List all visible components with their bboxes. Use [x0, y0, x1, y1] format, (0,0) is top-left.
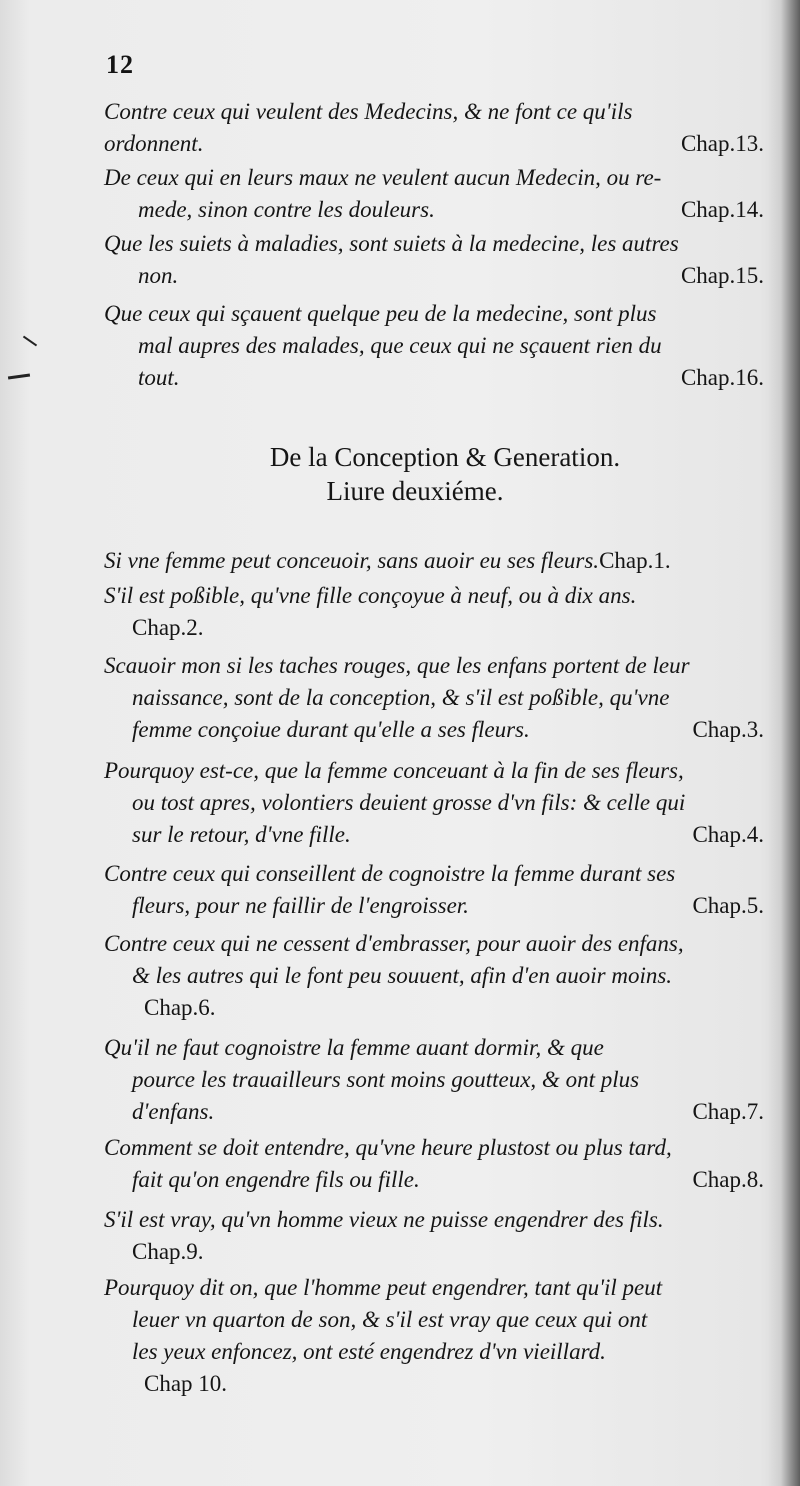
entry-line: leuer vn quarton de son, & s'il est vray que ceux qui ont: [132, 1307, 648, 1332]
entry-line: Que ceux qui sçauent quelque peu de la medecine, sont plus: [104, 301, 657, 326]
entry-line: sur le retour, d'vne fille.: [132, 822, 351, 847]
toc-entry: [104, 580, 764, 644]
chapter-ref: Chap.13.: [680, 131, 764, 156]
entry-line: De ceux qui en leurs maux ne veulent aucun Medecin, ou re-: [104, 165, 662, 190]
toc-entry: [104, 545, 764, 577]
entry-line: Contre ceux qui conseillent de cognoistre la femme durant ses: [104, 861, 676, 886]
toc-entry: [104, 1032, 764, 1128]
entry-line: mede, sinon contre les douleurs.: [138, 197, 435, 222]
entry-line: Pourquoy dit on, que l'homme peut engendrer, tant qu'il peut: [104, 1275, 663, 1300]
entry-line: ou tost apres, volontiers deuient grosse d'vn fils: & celle qui: [132, 790, 686, 815]
section-title: De la Conception & Generation.: [269, 442, 621, 472]
entry-line: S'il est vray, qu'vn homme vieux ne puisse engendrer des fils.: [104, 1207, 664, 1232]
entry-line: fleurs, pour ne faillir de l'engroisser.: [132, 893, 469, 918]
margin-mark: [8, 373, 30, 379]
toc-entry: [104, 755, 764, 851]
chapter-ref: Chap.7.: [692, 1099, 764, 1124]
entry-line: fait qu'on engendre fils ou fille.: [132, 1167, 420, 1192]
toc-entry: [104, 162, 764, 226]
entry-line: Qu'il ne faut cognoistre la femme auant dormir, & que: [104, 1035, 604, 1060]
chapter-ref: Chap.6.: [144, 995, 216, 1020]
chapter-ref: Chap.15.: [680, 263, 764, 288]
toc-entry: [104, 928, 764, 1024]
toc-entry: [104, 228, 764, 292]
entry-line: les yeux enfoncez, ont esté engendrez d'vn vieillard.: [132, 1339, 606, 1364]
chapter-ref: Chap.2.: [132, 615, 204, 640]
toc-entry: [104, 1272, 764, 1400]
margin-mark: [23, 336, 37, 347]
entry-line: Si vne femme peut conceuoir, sans auoir eu ses fleurs.: [104, 548, 600, 573]
toc-entry: [104, 1132, 764, 1196]
toc-entry: [104, 96, 764, 160]
page-number: 12: [106, 50, 134, 79]
chapter-ref: Chap.1.: [599, 548, 671, 573]
entry-line: tout.: [138, 365, 180, 390]
page-edge-shadow: [768, 0, 800, 1486]
entry-line: mal aupres des malades, que ceux qui ne sçauent rien du: [138, 333, 662, 358]
entry-line: ordonnent.: [104, 131, 204, 156]
entry-line: Contre ceux qui ne cessent d'embrasser, pour auoir des enfans,: [104, 931, 684, 956]
entry-line: pource les trauailleurs sont moins goutteux, & ont plus: [132, 1067, 640, 1092]
entry-line: Pourquoy est-ce, que la femme conceuant à la fin de ses fleurs,: [104, 758, 684, 783]
chapter-ref: Chap.14.: [680, 197, 764, 222]
toc-entry: [104, 858, 764, 922]
entry-line: Comment se doit entendre, qu'vne heure plustost ou plus tard,: [104, 1135, 672, 1160]
toc-entry: [104, 650, 764, 746]
chapter-ref: Chap.8.: [692, 1167, 764, 1192]
entry-line: Contre ceux qui veulent des Medecins, & ne font ce qu'ils: [104, 99, 633, 124]
chapter-ref: Chap.3.: [692, 717, 764, 742]
entry-line: d'enfans.: [132, 1099, 215, 1124]
entry-line: non.: [138, 263, 179, 288]
entry-line: femme conçoiue durant qu'elle a ses fleurs.: [132, 717, 530, 742]
chapter-ref: Chap.16.: [680, 365, 764, 390]
entry-line: & les autres qui le font peu souuent, afin d'en auoir moins.: [132, 963, 673, 988]
toc-entry: [104, 1204, 764, 1268]
entry-line: Que les suiets à maladies, sont suiets à la medecine, les autres: [104, 231, 679, 256]
entry-line: Scauoir mon si les taches rouges, que les enfans portent de leur: [104, 653, 690, 678]
chapter-ref: Chap.4.: [692, 822, 764, 847]
entry-line: naissance, sont de la conception, & s'il est poßible, qu'vne: [132, 685, 670, 710]
entry-line: S'il est poßible, qu'vne fille conçoyue à neuf, ou à dix ans.: [104, 583, 637, 608]
section-subtitle: Liure deuxiéme.: [326, 476, 504, 506]
chapter-ref: Chap.5.: [692, 893, 764, 918]
section-heading: [160, 440, 730, 508]
chapter-ref: Chap.9.: [132, 1239, 204, 1264]
chapter-ref: Chap 10.: [144, 1371, 228, 1396]
toc-entry: [104, 298, 764, 394]
